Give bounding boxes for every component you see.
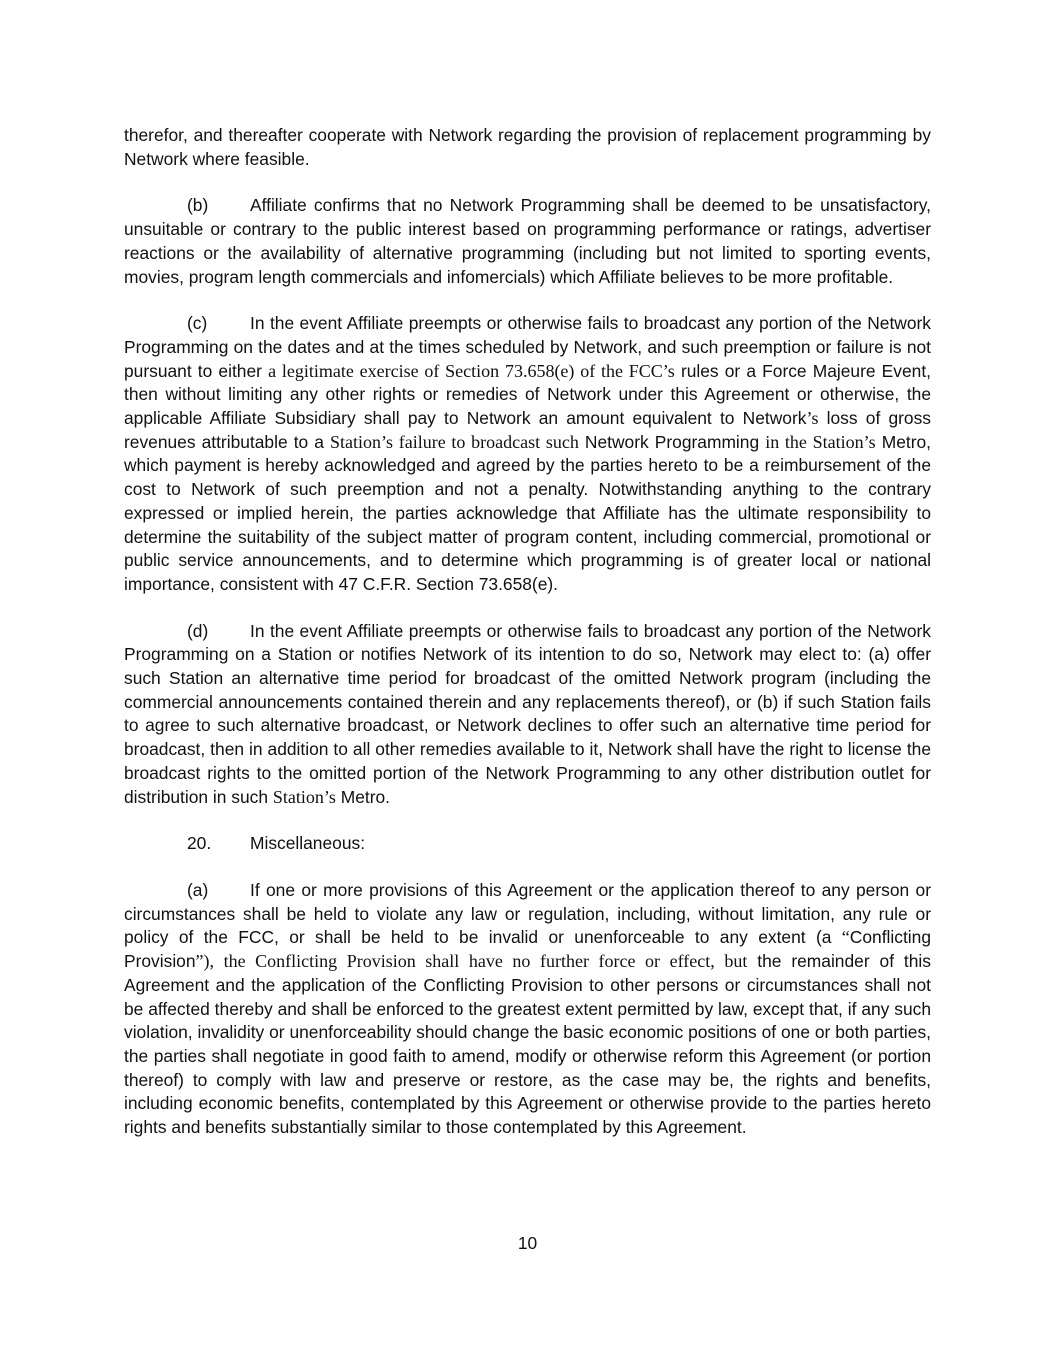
paragraph-label: (b) — [187, 195, 209, 216]
paragraph-label: (a) — [187, 879, 209, 900]
paragraph-label: (c) — [187, 313, 208, 334]
paragraph-text: Affiliate confirms that no Network Programming shall be deemed to be unsatisfactory, unsuitable or contrary to the public interest based on programming performance or ratings, advertiser reactions or the availability of alternative programming (including but not limited to sporting events, movies, program length commercials and infomercials) which Affiliate believes to be more profitable. — [124, 195, 931, 287]
paragraph-text: In the event Affiliate preempts or otherwise fails to broadcast any portion of the Network Programming on the dates and at the times scheduled by Network, and such preemption or failure is not pursuant to either — [124, 313, 931, 381]
document-body — [124, 124, 931, 1163]
paragraph-d — [124, 620, 931, 810]
paragraph-text-serif: ’s — [806, 408, 819, 429]
paragraph-text: If one or more provisions of this Agreement or the application thereof to any person or circumstances shall be held to violate any law or regulation, including, without limitation, any rule or policy of the FCC, or shall be held to be invalid or unenforceable to any extent (a — [124, 879, 931, 948]
paragraph-text-serif: in the Station’s — [765, 431, 876, 452]
section-title: Miscellaneous: — [250, 833, 366, 854]
paragraph-text: Metro, which payment is hereby acknowledged and agreed by the parties hereto to be a reimbursement of the cost to Network of such preemption and not a penalty. Notwithstanding anything to the contrary expressed or implied herein, the parties acknowledge that Affiliate has the ultimate responsibility to determine the suitability of the subject matter of program content, including commercial, promotional or public service announcements, and to determine which programming is of greater local or national importance, consistent with 47 C.F.R. Section 73.658(e). — [124, 431, 931, 594]
paragraph-20a — [124, 879, 931, 1140]
paragraph-text: loss of gross revenues attributable to a — [124, 408, 931, 452]
paragraph-label: (d) — [187, 620, 209, 641]
paragraph-text-serif: ”), the Conflicting Provision shall have no further force or effect, but — [195, 951, 748, 972]
paragraph-text-serif: “ — [841, 927, 850, 948]
paragraph-text: Metro. — [335, 786, 391, 807]
paragraph-text-serif: Station’s — [272, 786, 336, 807]
paragraph-text: Network Programming — [578, 431, 766, 452]
paragraph-continuation — [124, 124, 931, 171]
paragraph-b — [124, 194, 931, 289]
section-heading-20 — [124, 832, 931, 856]
page-number: 10 — [517, 1233, 538, 1253]
paragraph-text: In the event Affiliate preempts or otherwise fails to broadcast any portion of the Network Programming on a Station or notifies Network of its intention to do so, Network may elect to: (a) offer such Station an alternative time period for broadcast of the omitted Network program (including the commercial announcements contained therein and any replacements thereof), or (b) if such Station fails to agree to such alternative broadcast, or Network declines to offer such an alternative time period for broadcast, then in addition to all other remedies available to it, Network shall have the right to license the broadcast rights to the omitted portion of the Network Programming to any other distribution outlet for distribution in such — [124, 620, 931, 807]
paragraph-text: therefor, and thereafter cooperate with Network regarding the provision of replacement programming by Network where feasible. — [124, 125, 931, 169]
paragraph-text-serif: Station’s failure to broadcast such — [330, 431, 579, 452]
section-number: 20. — [187, 833, 212, 854]
paragraph-text: the remainder of this Agreement and the application of the Conflicting Provision to other persons or circumstances shall not be affected thereby and shall be enforced to the greatest extent permitted by law, except that, if any such violation, invalidity or unenforceability should change the basic economic positions of one or both parties, the parties shall negotiate in good faith to amend, modify or otherwise reform this Agreement (or portion thereof) to comply with law and preserve or restore, as the case may be, the rights and benefits, including economic benefits, contemplated by this Agreement or otherwise provide to the parties hereto rights and benefits substantially similar to those contemplated by this Agreement. — [124, 951, 931, 1138]
paragraph-text-serif: a legitimate exercise of Section 73.658(e) of the FCC’s — [268, 360, 675, 381]
paragraph-text: Conflicting Provision — [124, 927, 931, 972]
paragraph-c — [124, 312, 931, 596]
paragraph-text: rules or a Force Majeure Event, then without limiting any other rights or remedies of Network under this Agreement or otherwise, the applicable Affiliate Subsidiary shall pay to Network an amount equivalent to Network — [124, 360, 931, 429]
